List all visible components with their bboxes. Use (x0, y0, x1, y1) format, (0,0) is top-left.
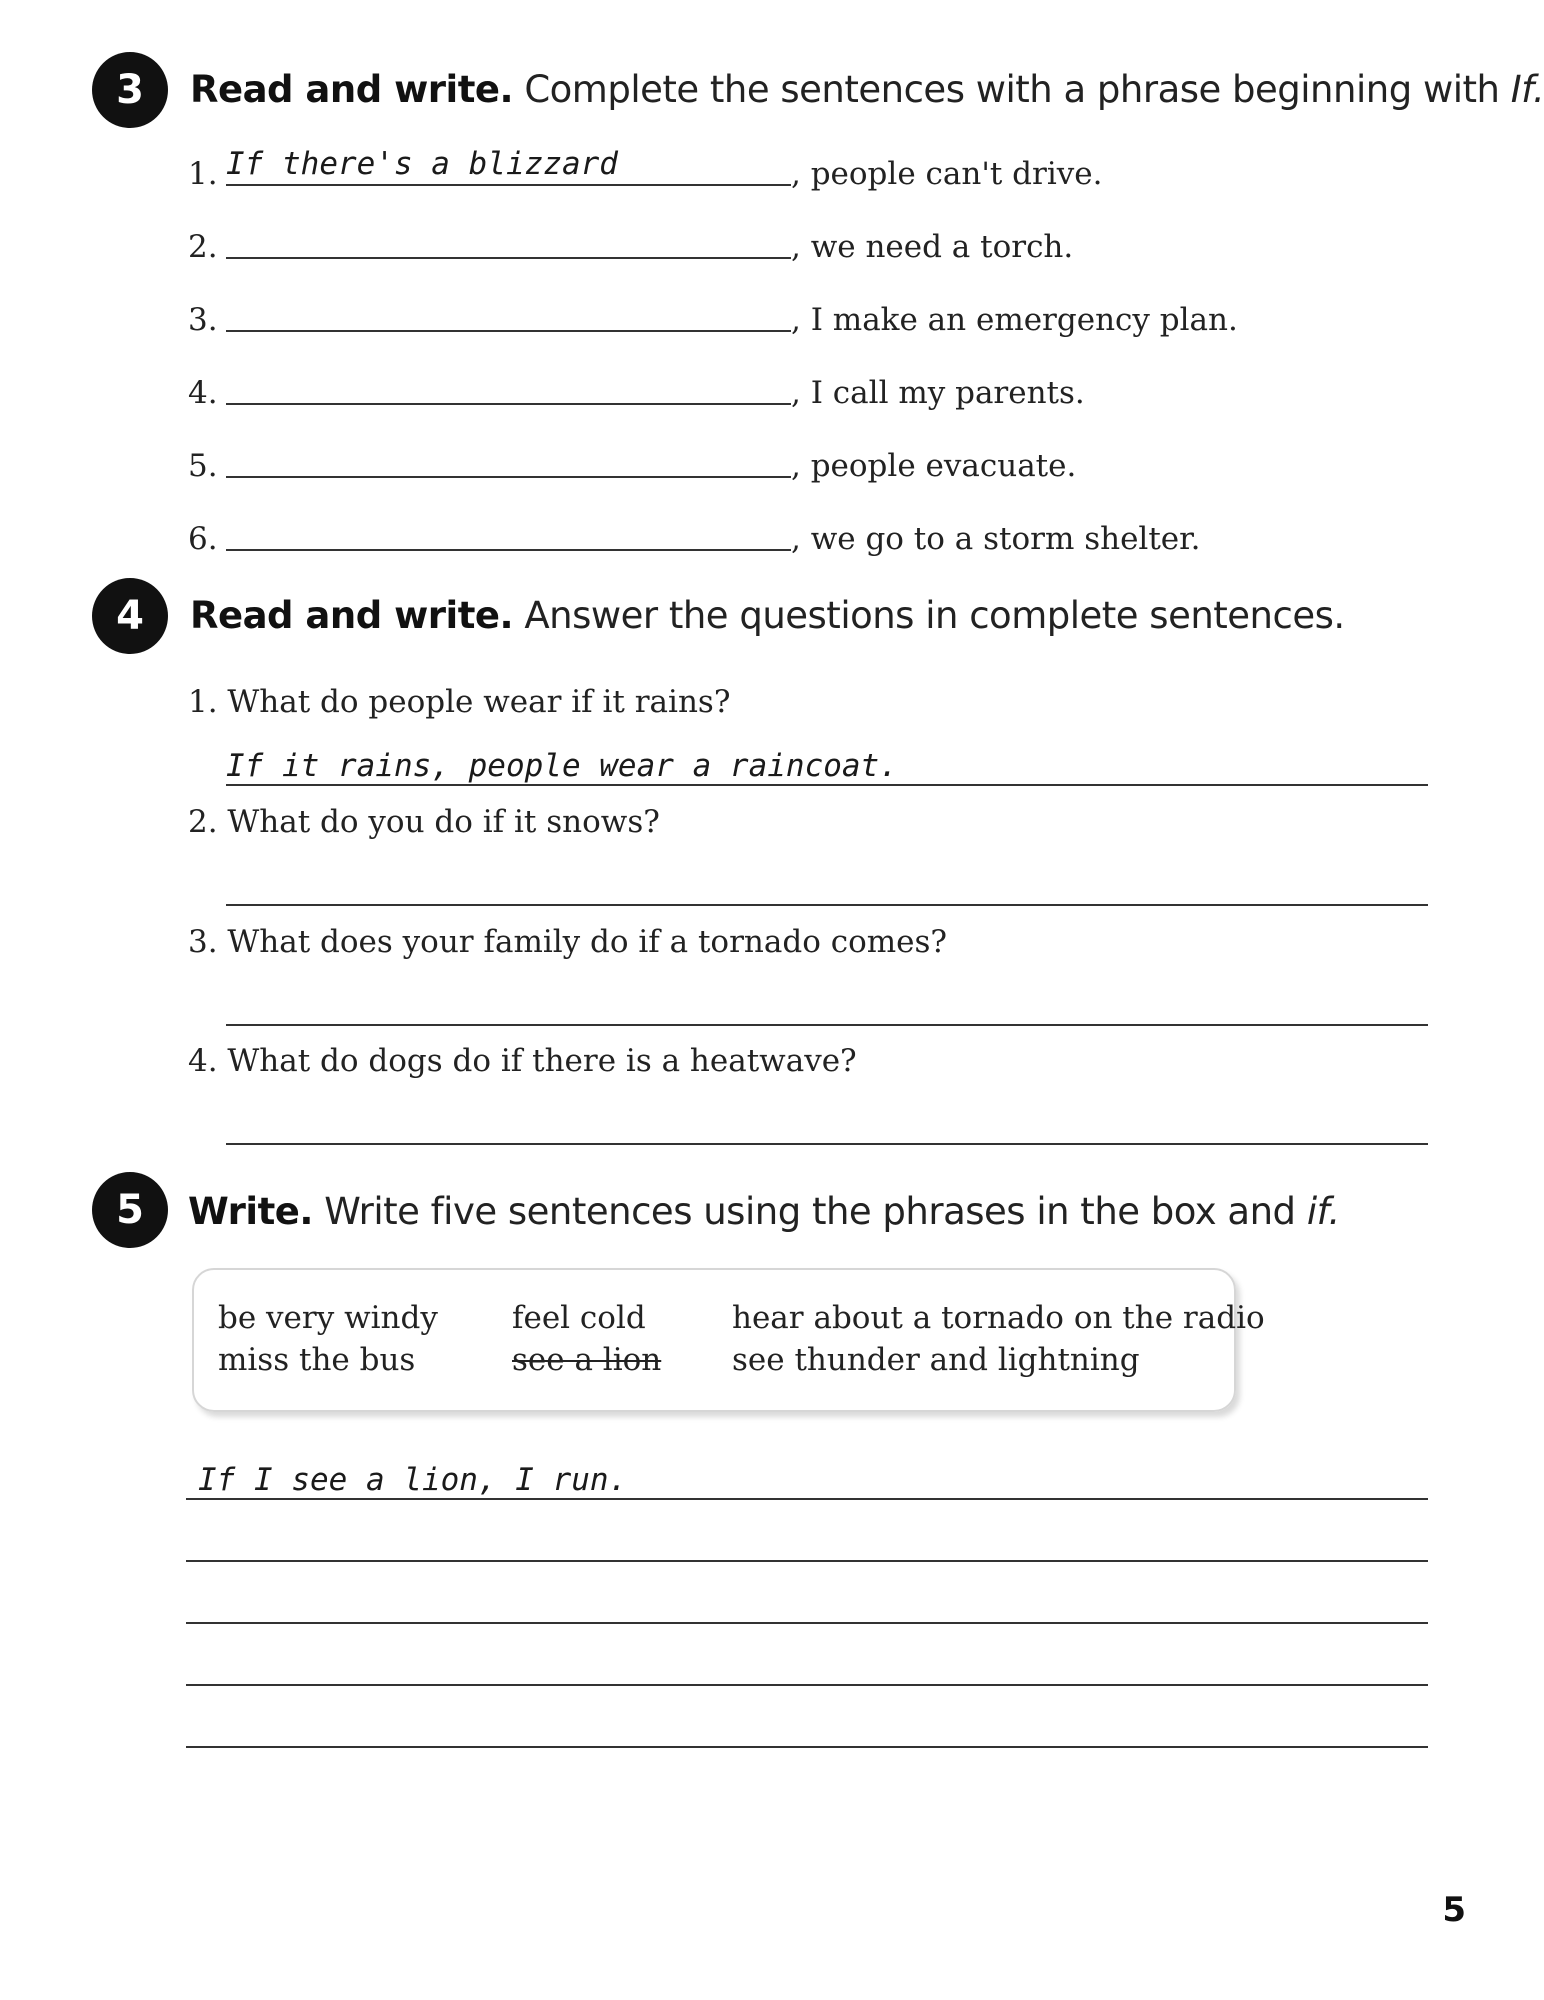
sentence-ending: , people can't drive. (791, 156, 1103, 192)
answer-line[interactable] (226, 257, 791, 259)
answer-line[interactable] (226, 784, 1428, 786)
phrase: see thunder and lightning (732, 1342, 1140, 1378)
answer-line[interactable] (226, 476, 791, 478)
exercise-number: 4 (116, 593, 144, 639)
heading-bold: Read and write. (190, 594, 514, 637)
sentence-ending: , I make an emergency plan. (791, 302, 1238, 338)
heading-em: if. (1306, 1190, 1340, 1233)
item-number: 4. (188, 375, 218, 411)
answer-line[interactable] (226, 330, 791, 332)
sentence-ending: , we need a torch. (791, 229, 1074, 265)
exercise-5-heading (188, 1190, 1340, 1233)
phrase-crossed-out: see a lion (512, 1342, 662, 1378)
item-number: 2. (188, 229, 218, 265)
question: 1. What do people wear if it rains? (188, 684, 731, 720)
answer-line[interactable] (226, 403, 791, 405)
phrase: miss the bus (218, 1342, 416, 1378)
exercise-4-badge (92, 578, 168, 654)
exercise-number: 5 (116, 1187, 144, 1233)
answer-line[interactable] (186, 1560, 1428, 1562)
heading-bold: Write. (188, 1190, 313, 1233)
exercise-3-badge (92, 52, 168, 128)
handwritten-answer: If there's a blizzard (226, 146, 618, 182)
answer-line[interactable] (226, 549, 791, 551)
exercise-4-heading (190, 594, 1345, 637)
phrase: hear about a tornado on the radio (732, 1300, 1265, 1336)
heading-text: Write five sentences using the phrases in the box and (324, 1190, 1296, 1233)
answer-line[interactable] (226, 184, 791, 186)
answer-line[interactable] (186, 1498, 1428, 1500)
answer-line[interactable] (226, 1024, 1428, 1026)
question: 4. What do dogs do if there is a heatwave? (188, 1043, 857, 1079)
question: 3. What does your family do if a tornado comes? (188, 924, 948, 960)
heading-text: Answer the questions in complete sentences. (524, 594, 1345, 637)
exercise-number: 3 (116, 67, 144, 113)
answer-line[interactable] (186, 1622, 1428, 1624)
item-number: 6. (188, 521, 218, 557)
handwritten-answer: If it rains, people wear a raincoat. (226, 748, 898, 784)
answer-line[interactable] (226, 1143, 1428, 1145)
answer-line[interactable] (226, 904, 1428, 906)
heading-bold: Read and write. (190, 68, 514, 111)
sentence-ending: , I call my parents. (791, 375, 1085, 411)
sentence-ending: , we go to a storm shelter. (791, 521, 1201, 557)
sentence-ending: , people evacuate. (791, 448, 1077, 484)
phrase: be very windy (218, 1300, 438, 1336)
item-number: 1. (188, 156, 218, 192)
question: 2. What do you do if it snows? (188, 804, 660, 840)
answer-line[interactable] (186, 1746, 1428, 1748)
phrase-box (192, 1268, 1236, 1412)
handwritten-answer: If I see a lion, I run. (198, 1462, 628, 1498)
phrase: feel cold (512, 1300, 646, 1336)
item-number: 3. (188, 302, 218, 338)
exercise-3-heading (190, 68, 1544, 111)
heading-em: If. (1510, 68, 1544, 111)
exercise-5-badge (92, 1172, 168, 1248)
item-number: 5. (188, 448, 218, 484)
answer-line[interactable] (186, 1684, 1428, 1686)
heading-text: Complete the sentences with a phrase beginning with (524, 68, 1500, 111)
page-number: 5 (1442, 1890, 1466, 1930)
